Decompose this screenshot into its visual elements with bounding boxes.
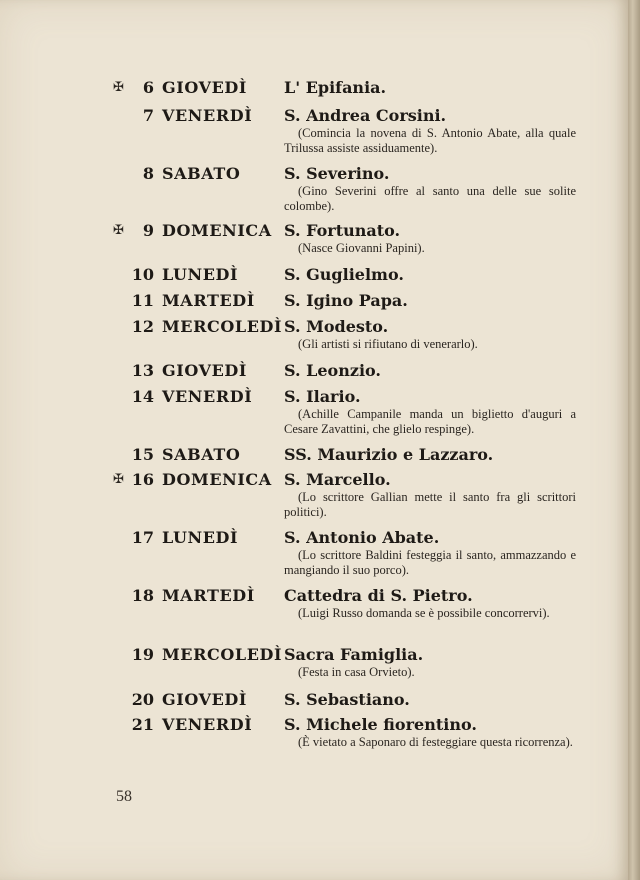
day-number: 8 (142, 164, 154, 183)
day-number: 7 (142, 106, 154, 125)
holiday-cross-icon: ✠ (113, 80, 124, 95)
entry-note: (Achille Campanile manda un biglietto d'auguri a Cesare Zavattini, che glielo respinge). (284, 407, 576, 436)
saint-name: S. Igino Papa. (284, 291, 408, 310)
saint-name: S. Fortunato. (284, 221, 401, 240)
weekday: MARTEDÌ (162, 291, 255, 310)
book-spine-edge (628, 0, 640, 880)
weekday: VENERDÌ (162, 715, 253, 734)
entry-note: (Gino Severini offre al santo una delle sue solite colombe). (284, 184, 576, 213)
saint-name: SS. Maurizio e Lazzaro. (284, 445, 494, 464)
weekday: SABATO (162, 164, 241, 183)
weekday: GIOVEDÌ (162, 361, 247, 380)
weekday: GIOVEDÌ (162, 690, 247, 709)
weekday: VENERDÌ (162, 387, 253, 406)
entry-note: (Lo scrittore Gallian mette il santo fra gli scrittori politici). (284, 490, 576, 519)
saint-name: S. Andrea Corsini. (284, 106, 447, 125)
saint-name: Cattedra di S. Pietro. (284, 586, 473, 605)
saint-name: S. Antonio Abate. (284, 528, 440, 547)
saint-name: S. Sebastiano. (284, 690, 410, 709)
day-number: 14 (131, 387, 154, 406)
holiday-cross-icon: ✠ (113, 472, 124, 487)
weekday: SABATO (162, 445, 241, 464)
entry-note: (Lo scrittore Baldini festeggia il santo, ammazzando e mangiando il suo porco). (284, 548, 576, 577)
weekday: MARTEDÌ (162, 586, 255, 605)
saint-name: S. Michele fiorentino. (284, 715, 477, 734)
entry-note: (Luigi Russo domanda se è possibile concorrervi). (298, 606, 550, 620)
weekday: MERCOLEDÌ (162, 317, 283, 336)
saint-name: S. Ilario. (284, 387, 361, 406)
weekday: VENERDÌ (162, 106, 253, 125)
entry-note: (Nasce Giovanni Papini). (298, 241, 425, 255)
saint-name: S. Leonzio. (284, 361, 381, 380)
entry-note: (Gli artisti si rifiutano di venerarlo). (298, 337, 478, 351)
day-number: 16 (131, 470, 154, 489)
day-number: 15 (131, 445, 154, 464)
weekday: DOMENICA (162, 470, 272, 489)
entry-note: (È vietato a Saponaro di festeggiare questa ricorrenza). (298, 735, 573, 749)
weekday: LUNEDÌ (162, 528, 239, 547)
saint-name: L' Epifania. (284, 78, 387, 97)
page-number: 58 (116, 788, 132, 805)
saint-name: S. Marcello. (284, 470, 391, 489)
saint-name: S. Modesto. (284, 317, 389, 336)
weekday: GIOVEDÌ (162, 78, 247, 97)
day-number: 19 (131, 645, 154, 664)
day-number: 12 (131, 317, 154, 336)
day-number: 17 (131, 528, 154, 547)
day-number: 18 (131, 586, 154, 605)
saint-name: S. Guglielmo. (284, 265, 404, 284)
entry-note: (Festa in casa Orvieto). (298, 665, 415, 679)
day-number: 10 (131, 265, 154, 284)
day-number: 11 (131, 291, 154, 310)
day-number: 21 (131, 715, 154, 734)
weekday: MERCOLEDÌ (162, 645, 283, 664)
saint-name: Sacra Famiglia. (284, 645, 424, 664)
saint-name: S. Severino. (284, 164, 390, 183)
holiday-cross-icon: ✠ (113, 223, 124, 238)
day-number: 6 (142, 78, 154, 97)
weekday: LUNEDÌ (162, 265, 239, 284)
day-number: 9 (142, 221, 154, 240)
entry-note: (Comincia la novena di S. Antonio Abate, alla quale Trilussa assiste assiduamente). (284, 126, 576, 155)
weekday: DOMENICA (162, 221, 272, 240)
day-number: 13 (131, 361, 154, 380)
day-number: 20 (131, 690, 154, 709)
